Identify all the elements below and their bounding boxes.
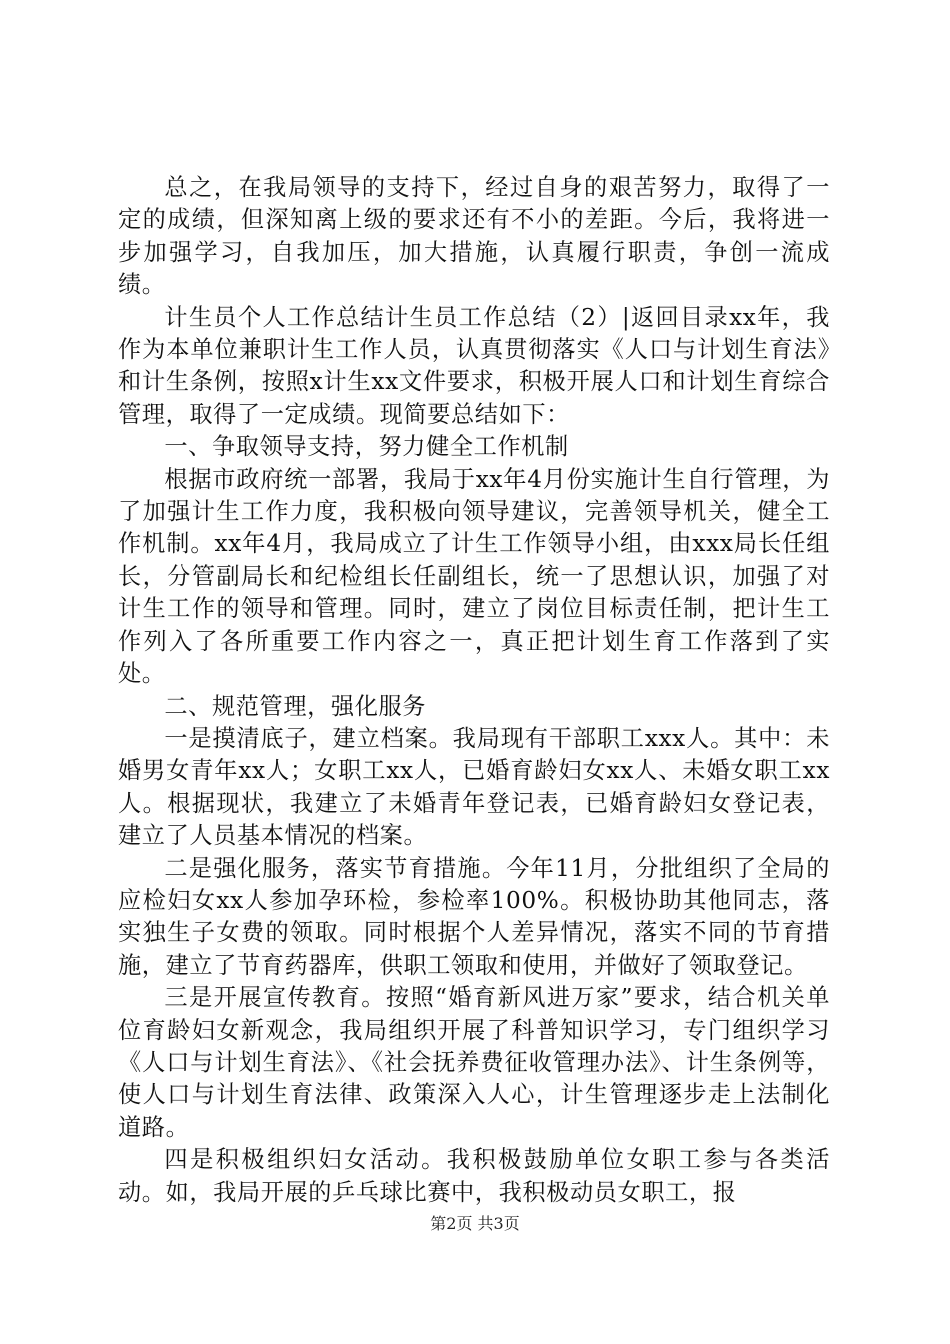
paragraph-item-3: 三是开展宣传教育。按照“婚育新风进万家”要求，结合机关单位育龄妇女新观念，我局组织开展了科普知识学习，专门组织学习《人口与计划生育法》、《社会抚养费征收管理办法》、计生条例等，使人口与计划生育法律、政策深入人心，计生管理逐步走上法制化道路。	[118, 984, 830, 1141]
heading-section-2: 二、规范管理，强化服务	[164, 692, 427, 720]
paragraph-conclusion: 总之，在我局领导的支持下，经过自身的艰苦努力，取得了一定的成绩，但深知离上级的要求还有不小的差距。今后，我将进一步加强学习，自我加压，加大措施，认真履行职责，争创一流成绩。	[118, 174, 830, 299]
paragraph-intro: 计生员个人工作总结计生员工作总结（2）|返回目录xx年，我作为本单位兼职计生工作人员，认真贯彻落实《人口与计划生育法》和计生条例，按照x计生xx文件要求，积极开展人口和计划生育综合管理，取得了一定成绩。现简要总结如下：	[118, 303, 830, 428]
paragraph-item-2: 二是强化服务，落实节育措施。今年11月，分批组织了全局的应检妇女xx人参加孕环检，参检率100%。积极协助其他同志，落实独生子女费的领取。同时根据个人差异情况，落实不同的节育措施，建立了节育药器库，供职工领取和使用，并做好了领取登记。	[118, 854, 830, 979]
paragraph-item-1: 一是摸清底子，建立档案。我局现有干部职工xxx人。其中：未婚男女青年xx人；女职工xx人，已婚育龄妇女xx人、未婚女职工xx人。根据现状，我建立了未婚青年登记表，已婚育龄妇女登记表，建立了人员基本情况的档案。	[118, 724, 830, 850]
paragraph-item-4: 四是积极组织妇女活动。我积极鼓励单位女职工参与各类活动。如，我局开展的乒乓球比赛中，我积极动员女职工，报	[118, 1146, 830, 1206]
page-number-label: 第2页 共3页	[430, 1214, 520, 1233]
page-footer	[0, 1214, 950, 1234]
heading-section-1: 一、争取领导支持，努力健全工作机制	[164, 433, 569, 461]
document-body	[118, 172, 830, 1209]
paragraph-section-1: 根据市政府统一部署，我局于xx年4月份实施计生自行管理，为了加强计生工作力度，我积极向领导建议，完善领导机关，健全工作机制。xx年4月，我局成立了计生工作领导小组，由xxx局长任组长，分管副局长和纪检组长任副组长，统一了思想认识，加强了对计生工作的领导和管理。同时，建立了岗位目标责任制，把计生工作列入了各所重要工作内容之一，真正把计划生育工作落到了实处。	[118, 465, 830, 688]
